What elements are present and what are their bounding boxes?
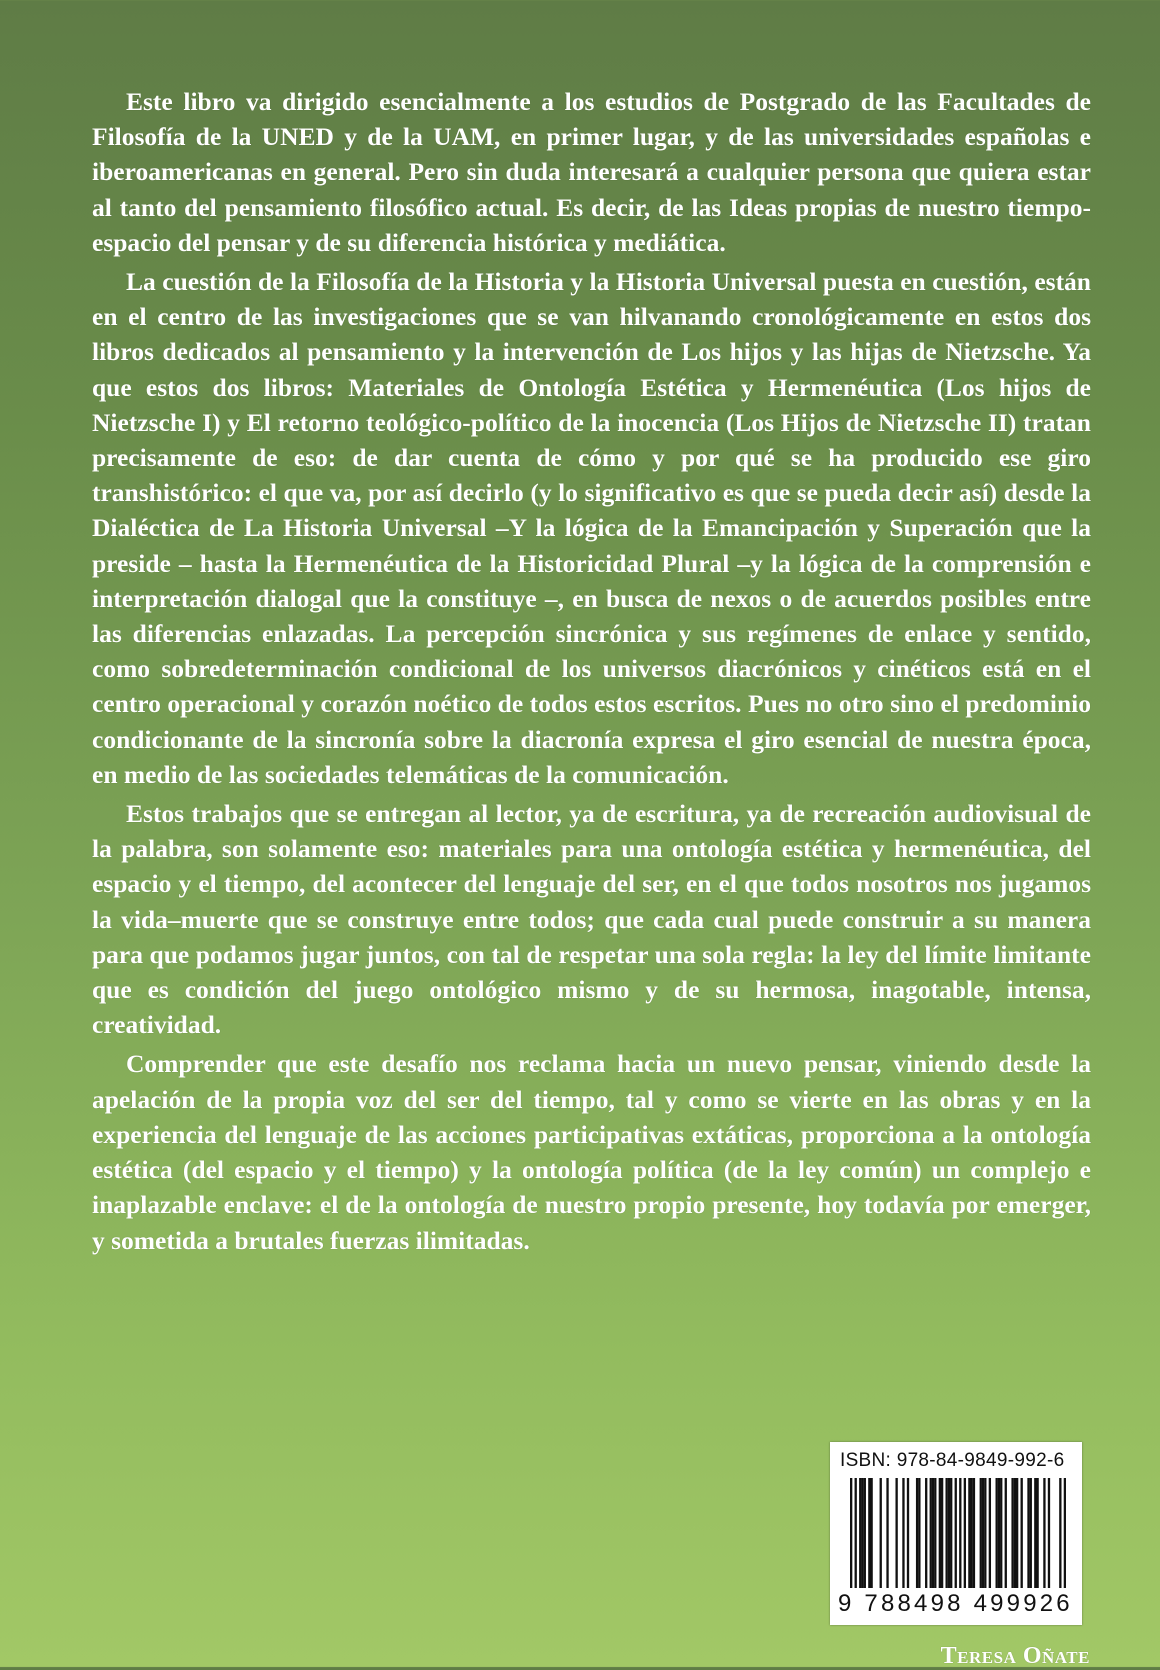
barcode-bar <box>945 1478 947 1588</box>
barcode-digits: 9 788498 499926 <box>838 1590 1073 1617</box>
barcode-bar <box>880 1478 882 1588</box>
barcode-bar <box>930 1478 932 1588</box>
barcode-bar <box>864 1478 866 1588</box>
blurb-paragraph-1: Este libro va dirigido esencialmente a los estudios de Postgrado de las Facultades de Filosofía de la UNED y de la UAM, en primer lugar, y de las universidades españolas e iberoamericanas en general. Pero sin duda interesará a cualquier persona que quiera estar al tanto del pensamiento filosófico actual. Es decir, de las Ideas propias de nuestro tiempo-espacio del pensar y de su diferencia histórica y mediática. <box>92 87 1091 257</box>
barcode-bar <box>916 1478 918 1588</box>
barcode-bar <box>1016 1478 1018 1588</box>
barcode-bar <box>968 1478 970 1588</box>
barcode-bar <box>1034 1478 1036 1588</box>
barcode-bar <box>1000 1478 1002 1588</box>
barcode-bar <box>982 1478 984 1588</box>
barcode-bar <box>941 1478 943 1588</box>
barcode-bar <box>1027 1478 1029 1588</box>
barcode-bar <box>948 1478 950 1588</box>
barcode-bar <box>1030 1478 1032 1588</box>
barcode-bar <box>1048 1478 1050 1588</box>
barcode-bar <box>1014 1478 1016 1588</box>
barcode-bar <box>989 1478 991 1588</box>
barcode-bar <box>1059 1478 1061 1588</box>
barcode-bar <box>984 1478 986 1588</box>
barcode-bar <box>1036 1478 1038 1588</box>
barcode-bar <box>870 1478 872 1588</box>
barcode-bar <box>980 1478 982 1588</box>
barcode-bar <box>934 1478 936 1588</box>
barcode-bars <box>850 1478 1066 1588</box>
barcode-bar <box>895 1478 897 1588</box>
barcode-bar <box>932 1478 934 1588</box>
barcode-bar <box>925 1478 927 1588</box>
barcode-bar <box>1021 1478 1023 1588</box>
barcode-bar <box>964 1478 966 1588</box>
barcode-bar <box>939 1478 941 1588</box>
barcode-bar <box>1043 1478 1045 1588</box>
barcode-bar <box>859 1478 861 1588</box>
author-signature: Teresa Oñate <box>940 1643 1090 1669</box>
blurb-paragraph-3: Estos trabajos que se entregan al lector, ya de escritura, ya de recreación audiovisual de la palabra, son solamente eso: materiales para una ontología estética y hermenéutica, del espacio y el tiempo, del acontecer del lenguaje del ser, en el que todos nosotros nos jugamos la vida–muerte que se construye entre todos; que cada cual puede construir a su manera para que podamos jugar juntos, con tal de respetar una sola regla: la ley del límite limitante que es condición del juego ontológico mismo y de su hermosa, inagotable, intensa, creatividad. <box>92 799 1091 1040</box>
barcode-bar <box>886 1478 888 1588</box>
barcode-bar <box>1064 1478 1066 1588</box>
barcode-bar <box>1005 1478 1007 1588</box>
barcode-label <box>830 1442 1082 1625</box>
barcode-bar <box>918 1478 920 1588</box>
barcode-bar <box>907 1478 909 1588</box>
barcode-bar <box>861 1478 863 1588</box>
barcode-bar <box>902 1478 904 1588</box>
barcode-bar <box>850 1478 852 1588</box>
blurb-text <box>92 84 1091 1262</box>
barcode-bar <box>973 1478 975 1588</box>
barcode-bar <box>971 1478 973 1588</box>
blurb-paragraph-4: Comprender que este desafío nos reclama hacia un nuevo pensar, viniendo desde la apelación de la propia voz del ser del tiempo, tal y como se vierte en las obras y en la experiencia del lenguaje de las acciones participativas extáticas, proporciona a la ontología estética (del espacio y el tiempo) y la ontología política (de la ley común) un complejo e inaplazable enclave: el de la ontología de nuestro propio presente, hoy todavía por emerger, y sometida a brutales fuerzas ilimitadas. <box>92 1049 1091 1255</box>
barcode-bar <box>855 1478 857 1588</box>
blurb-paragraph-2: La cuestión de la Filosofía de la Historia y la Historia Universal puesta en cuestión, están en el centro de las investigaciones que se van hilvanando cronológicamente en estos dos libros dedicados al pensamiento y la intervención de Los hijos y las hijas de Nietzsche. Ya que estos dos libros: Materiales de Ontología Estética y Hermenéutica (Los hijos de Nietzsche I) y El retorno teológico-político de la inocencia (Los Hijos de Nietzsche II) tratan precisamente de eso: de dar cuenta de cómo y por qué se ha producido ese giro transhistórico: el que va, por así decirlo (y lo significativo es que se pueda decir así) desde la Dialéctica de La Historia Universal –Y la lógica de la Emancipación y Superación que la preside – hasta la Hermenéutica de la Historicidad Plural –y la lógica de la comprensión e interpretación dialogal que la constituye –, en busca de nexos o de acuerdos posibles entre las diferencias enlazadas. La percepción sincrónica y sus regímenes de enlace y sentido, como sobredeterminación condicional de los universos diacrónicos y cinéticos está en el centro operacional y corazón noético de todos estos escritos. Pues no otro sino el predominio condicionante de la sincronía sobre la diacronía expresa el giro esencial de nuestra época, en medio de las sociedades telemáticas de la comunicación. <box>92 267 1091 789</box>
barcode-bar <box>955 1478 957 1588</box>
barcode-bar <box>950 1478 952 1588</box>
isbn-text: ISBN: 978-84-9849-992-6 <box>840 1450 1065 1471</box>
barcode-bar <box>998 1478 1000 1588</box>
barcode-bar <box>996 1478 998 1588</box>
barcode-bar <box>959 1478 961 1588</box>
barcode-bar <box>868 1478 870 1588</box>
barcode-bar <box>1011 1478 1013 1588</box>
